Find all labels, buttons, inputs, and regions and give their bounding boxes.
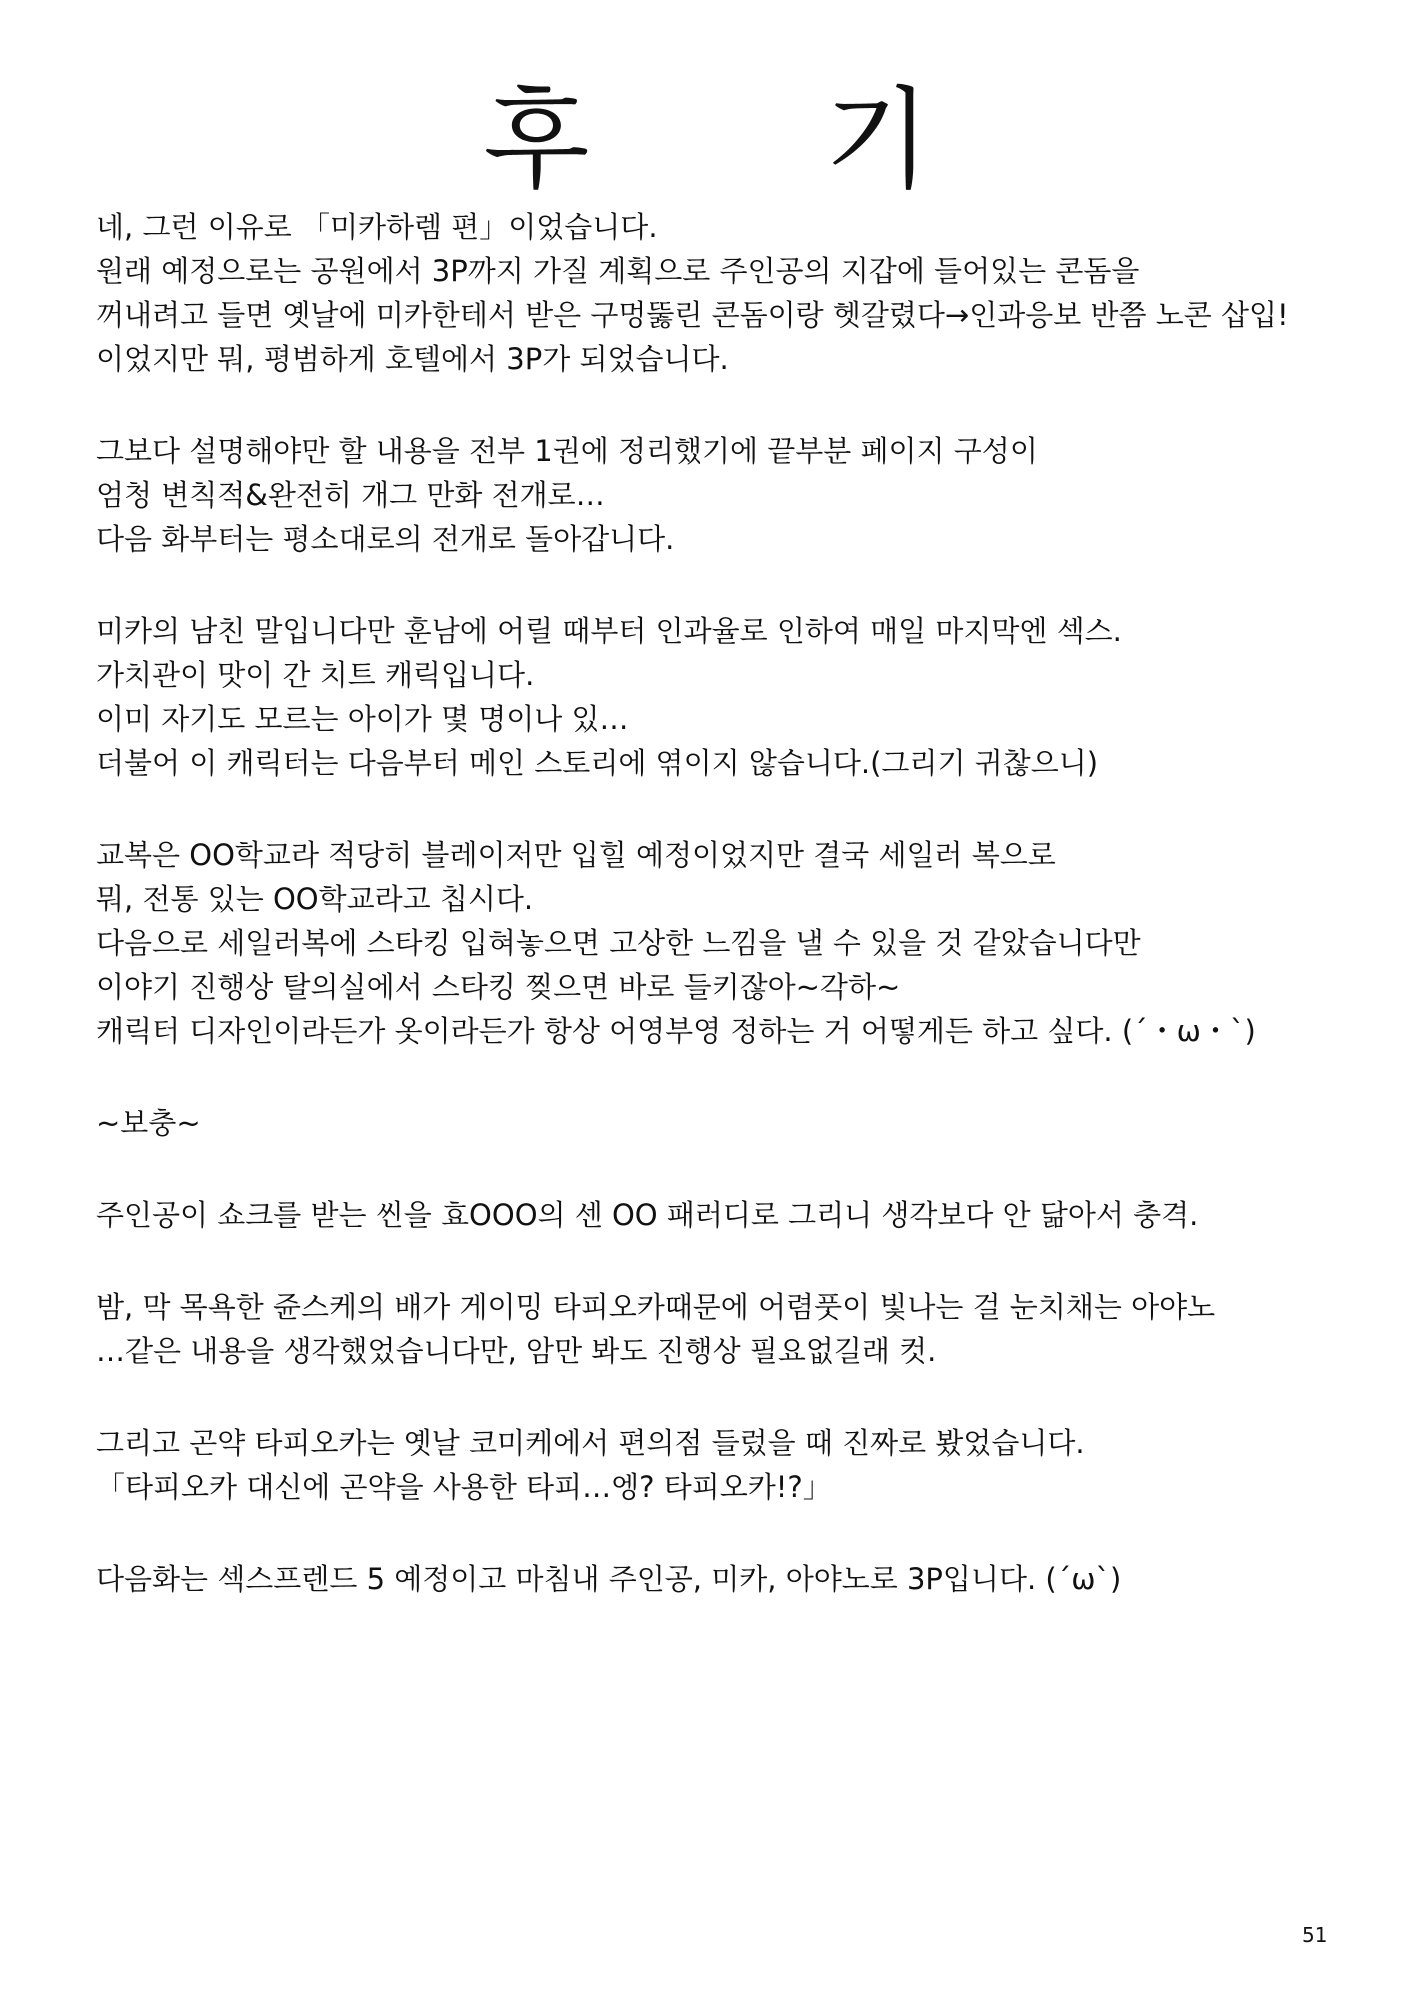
text-line: …같은 내용을 생각했었습니다만, 암만 봐도 진행상 필요없길래 컷. [96, 1334, 937, 1368]
paragraph [96, 1421, 1326, 1509]
paragraph [96, 205, 1326, 381]
page-title: 후 기 [483, 76, 1031, 204]
paragraph [96, 833, 1326, 1053]
text-line: 밤, 막 목욕한 쥰스케의 배가 게이밍 타피오카때문에 어렴풋이 빛나는 걸 눈치채는 아야노 [96, 1290, 1216, 1324]
text-line: 이야기 진행상 탈의실에서 스타킹 찢으면 바로 들키잖아~각하~ [96, 970, 901, 1004]
text-line: 네, 그런 이유로 「미카하렘 편」이었습니다. [96, 210, 658, 244]
text-line: 가치관이 맛이 간 치트 캐릭입니다. [96, 658, 535, 692]
paragraph [96, 609, 1326, 785]
paragraph [96, 1285, 1326, 1373]
text-line: 이미 자기도 모르는 아이가 몇 명이나 있… [96, 702, 629, 736]
text-line: 교복은 OO학교라 적당히 블레이저만 입힐 예정이었지만 결국 세일러 복으로 [96, 838, 1056, 872]
text-line: 더불어 이 캐릭터는 다음부터 메인 스토리에 엮이지 않습니다.(그리기 귀찮으니) [96, 746, 1099, 780]
text-line: 주인공이 쇼크를 받는 씬을 효OOO의 센 OO 패러디로 그리니 생각보다 안 닮아서 충격. [96, 1198, 1199, 1232]
paragraph [96, 1101, 1326, 1145]
paragraph [96, 1557, 1326, 1601]
paragraph [96, 429, 1326, 561]
text-line: 그보다 설명해야만 할 내용을 전부 1권에 정리했기에 끝부분 페이지 구성이 [96, 434, 1038, 468]
text-line: 다음으로 세일러복에 스타킹 입혀놓으면 고상한 느낌을 낼 수 있을 것 같았습니다만 [96, 926, 1141, 960]
text-line: 엄청 변칙적&완전히 개그 만화 전개로… [96, 478, 605, 512]
page-number: 51 [1302, 1923, 1328, 1947]
afterword-body [96, 205, 1326, 1649]
text-line: 「타피오카 대신에 곤약을 사용한 타피…엥? 타피오카!?」 [96, 1470, 832, 1504]
text-line: ~보충~ [96, 1106, 201, 1140]
text-line: 미카의 남친 말입니다만 훈남에 어릴 때부터 인과율로 인하여 매일 마지막엔 섹스. [96, 614, 1122, 648]
paragraph [96, 1193, 1326, 1237]
text-line: 캐릭터 디자인이라든가 옷이라든가 항상 어영부영 정하는 거 어떻게든 하고 싶다. (´・ω・`) [96, 1014, 1256, 1048]
text-line: 다음화는 섹스프렌드 5 예정이고 마침내 주인공, 미카, 아야노로 3P입니다. (´ω`) [96, 1562, 1122, 1596]
text-line: 원래 예정으로는 공원에서 3P까지 가질 계획으로 주인공의 지갑에 들어있는 콘돔을 [96, 254, 1140, 288]
text-line: 다음 화부터는 평소대로의 전개로 돌아갑니다. [96, 522, 675, 556]
text-line: 꺼내려고 들면 옛날에 미카한테서 받은 구멍뚫린 콘돔이랑 헷갈렸다→인과응보 반쯤 노콘 삽입! [96, 298, 1289, 332]
text-line: 그리고 곤약 타피오카는 옛날 코미케에서 편의점 들렀을 때 진짜로 봤었습니다. [96, 1426, 1085, 1460]
text-line: 이었지만 뭐, 평범하게 호텔에서 3P가 되었습니다. [96, 342, 729, 376]
text-line: 뭐, 전통 있는 OO학교라고 칩시다. [96, 882, 534, 916]
